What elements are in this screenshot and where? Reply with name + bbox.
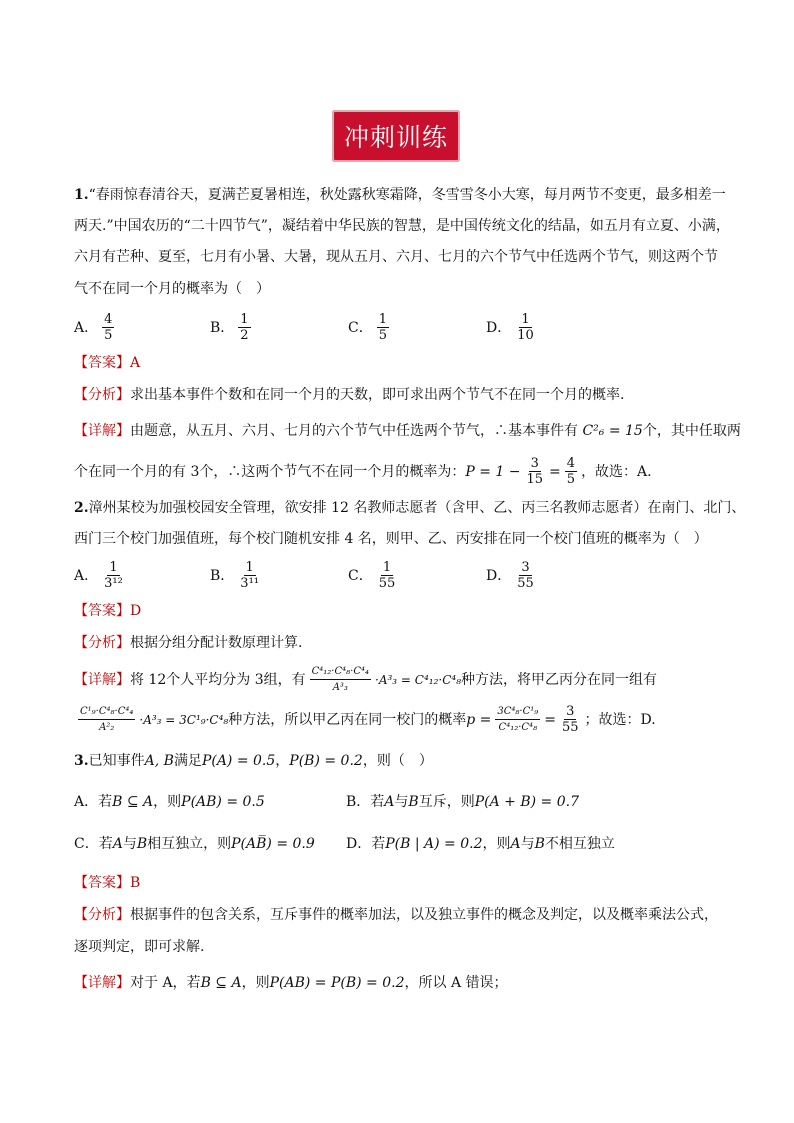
banner-title: 冲刺训练 <box>343 123 448 152</box>
q3-analysis-line-2: 逐项判定，即可求解. <box>74 939 205 955</box>
q3-option-c: C．若 A 与 B 相互独立，则 P(AB̅) = 0.9 <box>74 836 315 852</box>
q1-detail-line-1: 【详解】由题意，从五月、六月、七月的六个节气中任选两个节气，∴基本事件有 C²₆ = 15个，其中任取两 <box>74 423 741 439</box>
q1-detail-line-2: 个在同一个月的有 3个，∴这两个节气不在同一个月的概率为： P = 1 − $\frac{3}{15}$ = $\frac{4}{5}$ ，故选：A. <box>74 456 652 487</box>
q1-option-d: D． $\frac{1}{10}$ <box>486 312 534 343</box>
q3-option-d: D．若 P(B | A) = 0.2 ，则 A 与 B 不相互独立 <box>346 836 615 852</box>
q1-option-c: C． $\frac{1}{5}$ <box>348 312 387 343</box>
q2-option-d: D． $\frac{3}{55}$ <box>486 560 534 591</box>
q1-stem-line-4: 气不在同一个月的概率为（ ） <box>74 281 270 297</box>
q1-stem-line-2: 两天.”中国农历的“二十四节气”，凝结着中华民族的智慧，是中国传统文化的结晶，如五月有立夏、小满， <box>74 218 730 234</box>
q3-detail: 【详解】对于 A，若B ⊆ A，则P(AB) = P(B) = 0.2，所以 A 错误； <box>74 975 508 991</box>
q2-detail-line-1: 【详解】 将 12个人平均分为 3组，有 $\frac{\text{C⁴₁₂·C⁴₈·C⁴₄}}{\text{A³₃}}$ ·A³₃ = C⁴₁₂·C⁴₈ 种方法，将甲乙丙分在同一组有 <box>74 666 658 693</box>
q2-option-b: B． $\frac{1}{\text{3¹¹}}$ <box>210 560 259 591</box>
q2-analysis: 【分析】根据分组分配计数原理计算. <box>74 635 303 651</box>
q1-option-b: B． $\frac{1}{2}$ <box>210 312 249 343</box>
q1-answer: 【答案】A <box>74 355 141 371</box>
q3-answer: 【答案】B <box>74 875 141 891</box>
q1-stem-line-3: 六月有芒种、夏至，七月有小暑、大暑，现从五月、六月、七月的六个节气中任选两个节气，则这两个节 <box>74 249 718 265</box>
q2-answer: 【答案】D <box>74 603 142 619</box>
q2-detail-line-2: $\frac{\text{C¹₉·C⁴₈·C⁴₄}}{\text{A²₂}}$ ·A³₃ = 3C¹₉·C⁴₈ 种方法，所以甲乙丙在同一校门的概率 p = $\frac{\text{3C⁴₈·C¹₉}}{\text{C⁴₁₂·C⁴₈}}$ = $\frac{3}{55}$ ；故选：D. <box>80 704 656 735</box>
q2-stem-line-1: 2.漳州某校为加强校园安全管理，欲安排 12 名教师志愿者（含甲、乙、丙三名教师志愿者）在南门、北门、 <box>74 500 746 516</box>
q1-analysis: 【分析】求出基本事件个数和在同一个月的天数，即可求出两个节气不在同一个月的概率. <box>74 387 625 403</box>
section-banner <box>332 110 460 162</box>
q1-stem-line-1: 1.“春雨惊春清谷天，夏满芒夏暑相连，秋处露秋寒霜降，冬雪雪冬小大寒，每月两节不变更，最多相差一 <box>74 187 726 203</box>
q2-option-a: A． $\frac{1}{\text{3¹²}}$ <box>74 560 123 591</box>
q3-option-a: A．若 B ⊆ A ，则 P(AB) = 0.5 <box>74 794 265 810</box>
q2-option-c: C． $\frac{1}{55}$ <box>348 560 396 591</box>
q3-stem: 3.已知事件A, B满足P(A) = 0.5，P(B) = 0.2，则（ ） <box>74 753 433 769</box>
q3-option-b: B．若 A 与 B 互斥，则 P(A + B) = 0.7 <box>346 794 579 810</box>
q1-option-a: A． $\frac{4}{5}$ <box>74 312 113 343</box>
q2-stem-line-2: 西门三个校门加强值班，每个校门随机安排 4 名，则甲、乙、丙安排在同一个校门值班的概率为（ ） <box>74 531 708 547</box>
q3-analysis-line-1: 【分析】根据事件的包含关系，互斥事件的概率加法，以及独立事件的概念及判定，以及概率乘法公式， <box>74 907 718 923</box>
